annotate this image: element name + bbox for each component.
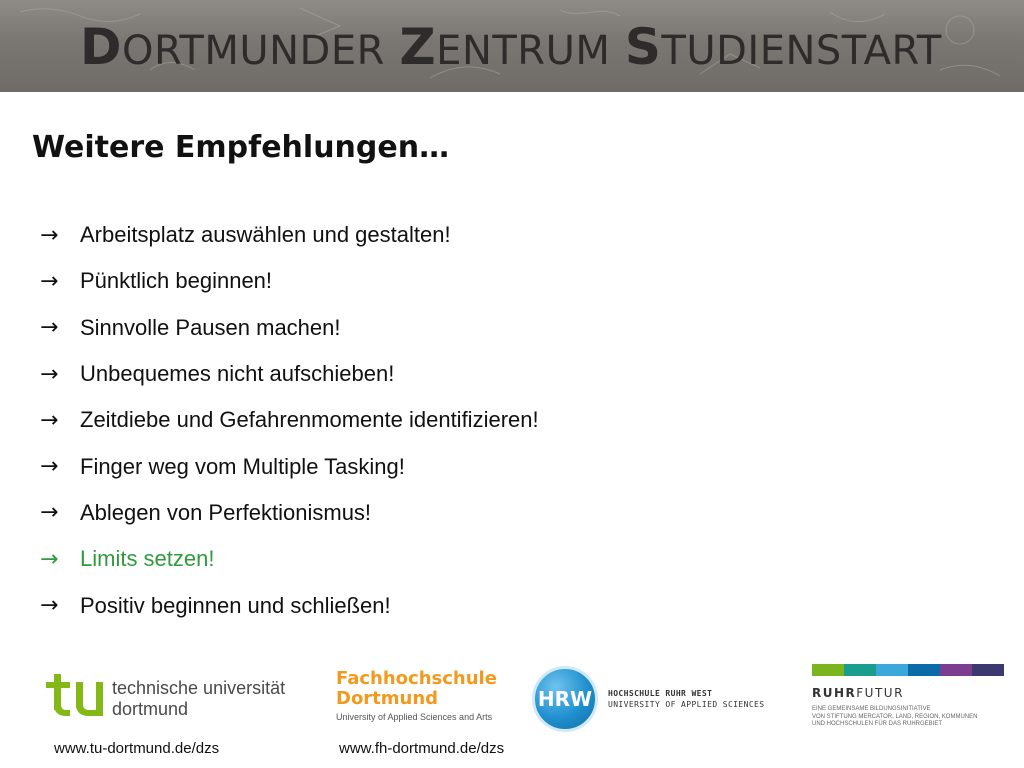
color-segment: [812, 664, 844, 676]
arrow-right-icon: →: [40, 222, 59, 248]
ruhrfutur-color-bar: [812, 664, 1004, 676]
list-item-text: Sinnvolle Pausen machen!: [80, 314, 341, 340]
arrow-right-icon: →: [40, 407, 59, 433]
arrow-right-icon: →: [40, 315, 59, 341]
ruhrfutur-description: EINE GEMEINSAME BILDUNGSINITIATIVE VON STIFTUNG MERCATOR, LAND, REGION, KOMMUNEN UND HOCHSCHULEN FÜR DAS RUHRGEBIET: [812, 706, 978, 727]
list-item: [40, 443, 539, 489]
fh-url-link[interactable]: www.fh-dortmund.de/dzs: [339, 740, 505, 757]
list-item: [40, 351, 539, 397]
header-banner: [0, 0, 1024, 92]
list-item-text: Finger weg vom Multiple Tasking!: [80, 453, 405, 479]
arrow-right-icon: →: [40, 593, 59, 619]
fh-dortmund-logo: [336, 669, 516, 731]
hrw-badge-icon: HRW: [532, 666, 598, 732]
arrow-right-icon: →: [40, 454, 59, 480]
list-item: [40, 212, 539, 258]
arrow-right-icon: →: [40, 268, 59, 294]
list-item-text: Limits setzen!: [80, 546, 215, 572]
tu-url-link[interactable]: www.tu-dortmund.de/dzs: [54, 740, 220, 757]
slide-title: Weitere Empfehlungen…: [32, 130, 450, 165]
arrow-right-icon: →: [40, 361, 59, 387]
list-item: [40, 582, 539, 628]
list-item-highlighted: [40, 536, 539, 582]
arrow-right-icon: →: [40, 500, 59, 526]
tu-logo-text: technische universität dortmund: [112, 678, 286, 719]
banner-title: DORTMUNDER ZENTRUM STUDIENSTART: [80, 18, 942, 76]
list-item: [40, 258, 539, 304]
fh-logo-subtitle: University of Applied Sciences and Arts: [336, 712, 493, 722]
color-segment: [908, 664, 940, 676]
list-item-text: Unbequemes nicht aufschieben!: [80, 361, 395, 387]
color-segment: [876, 664, 908, 676]
ruhrfutur-name: RUHRFUTUR: [812, 686, 904, 700]
hrw-logo: [532, 666, 792, 732]
color-segment: [844, 664, 876, 676]
color-segment: [940, 664, 972, 676]
tu-dortmund-logo: [46, 674, 316, 724]
list-item: [40, 490, 539, 536]
tu-logo-mark-icon: [46, 674, 106, 720]
list-item-text: Pünktlich beginnen!: [80, 268, 273, 294]
list-item-text: Zeitdiebe und Gefahrenmomente identifizieren!: [80, 407, 539, 433]
hrw-logo-text: HOCHSCHULE RUHR WEST UNIVERSITY OF APPLIED SCIENCES: [608, 689, 765, 709]
arrow-right-icon: →: [40, 546, 59, 572]
list-item: [40, 397, 539, 443]
list-item-text: Positiv beginnen und schließen!: [80, 592, 391, 618]
fh-logo-name: Fachhochschule Dortmund: [336, 668, 497, 709]
list-item-text: Ablegen von Perfektionismus!: [80, 499, 372, 525]
list-item-text: Arbeitsplatz auswählen und gestalten!: [80, 222, 451, 248]
list-item: [40, 305, 539, 351]
ruhrfutur-logo: [812, 664, 1004, 734]
recommendation-list: [40, 212, 539, 629]
color-segment: [972, 664, 1004, 676]
